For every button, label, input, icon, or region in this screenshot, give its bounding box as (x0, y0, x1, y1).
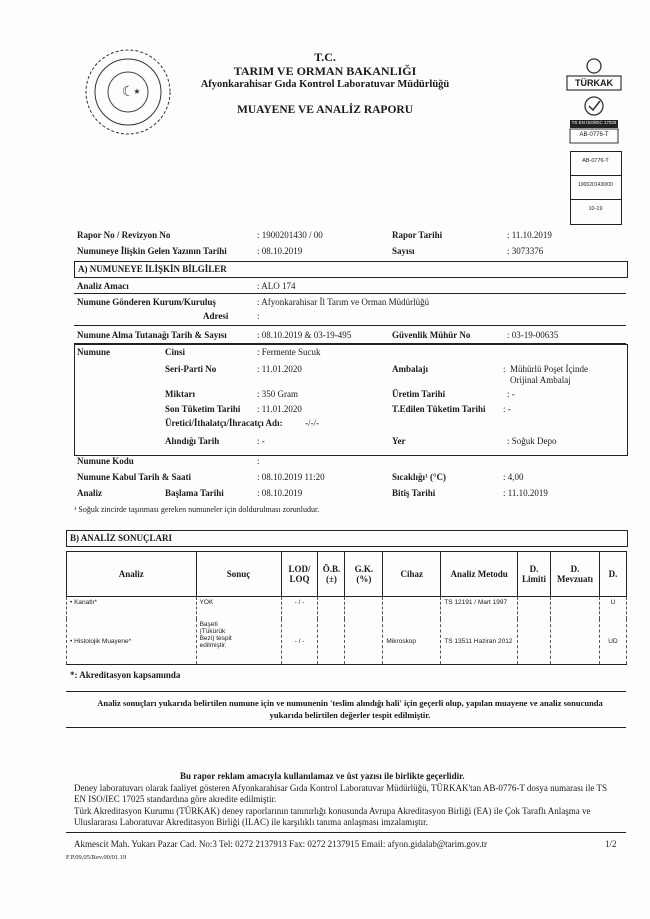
cell-cihaz: Mikroskop (383, 619, 441, 665)
uretici: -/-/- (305, 418, 319, 428)
baslama-label: Başlama Tarihi (165, 488, 224, 498)
miktari-label: Miktarı (165, 389, 195, 399)
tutanak-label: Numune Alma Tutanağı Tarih & Sayısı (77, 330, 227, 340)
turkak-box2: 1900201430/00 (578, 182, 613, 188)
section-a-title: A) NUMUNEYE İLİŞKİN BİLGİLER (78, 264, 227, 274)
ministry-logo (84, 48, 172, 136)
cell-d: U (599, 597, 626, 619)
header-tc: T.C. (314, 50, 336, 64)
kabul-label: Numune Kabul Tarih & Saati (77, 472, 192, 482)
validity-statement: Analiz sonuçları yukarıda belirtilen numune için ve numunenin 'teslim alındığı hali' için geçerli olup, yapılan muayene ve analiz sonucunda yukarıda belirtilen değerler tespit edilmiştir. (97, 698, 603, 720)
yer-label: Yer (392, 436, 406, 446)
header-lod: LOD/ LOQ (281, 552, 318, 597)
svg-text:☾: ☾ (121, 85, 135, 100)
table-row (67, 597, 627, 619)
header-metot: Analiz Metodu (441, 552, 518, 597)
cell-sonuc: Başeti (Tükürük Bezi) tespit edilmiştir. (196, 619, 281, 665)
adresi: : (257, 311, 260, 321)
yazi-tarihi: : 08.10.2019 (257, 246, 303, 256)
sayisi: : 3073376 (507, 246, 544, 256)
rapor-no-label: Rapor No / Revizyon No (77, 230, 171, 240)
edilen-label: T.Edilen Tüketim Tarihi (392, 404, 486, 414)
cell-gk (345, 619, 383, 665)
tutanak: : 08.10.2019 & 03-19-495 (257, 330, 352, 340)
adresi-label: Adresi (203, 311, 229, 321)
header-ministry: TARIM VE ORMAN BAKANLIĞI (233, 64, 417, 78)
accreditation-p1: Deney laboratuvarı olarak faaliyet gösteren Afyonkarahisar Gıda Kontrol Laboratuvar Müdürlüğü, TÜRKAK'tan AB-0776-T dosya numarası ile TS EN ISO/IEC 17025 standardına göre akredite edilmiştir. (74, 783, 607, 804)
uretim-label: Üretim Tarihi (392, 389, 446, 399)
cinsi: : Fermente Sucuk (257, 347, 321, 357)
cell-lod: - / - (281, 597, 318, 619)
guvenlik: : 03-19-00635 (507, 330, 559, 340)
kabul: : 08.10.2019 11:20 (257, 472, 325, 482)
header-cihaz: Cihaz (383, 552, 441, 597)
report-title: MUAYENE VE ANALİZ RAPORU (236, 104, 414, 116)
header-mevzuat: D. Mevzuatı (551, 552, 600, 597)
analiz-amaci: : ALO 174 (257, 281, 296, 291)
header-sonuc: Sonuç (196, 552, 281, 597)
sicaklik: : 4,00 (503, 472, 524, 482)
svg-text:★: ★ (133, 87, 141, 96)
baslama: : 08.10.2019 (257, 488, 303, 498)
address: Akmescit Mah. Yukarı Pazar Cad. No:3 Tel: 0272 2137913 Fax: 0272 2137915 Email: afyon.gidalab@tarim.gov.tr (74, 839, 488, 849)
cell-lod: - / - (281, 619, 318, 665)
guvenlik-label: Güvenlik Mühür No (392, 330, 471, 340)
cell-gk (345, 597, 383, 619)
cell-metot: TS 13511 Haziran 2012 (441, 619, 518, 665)
edilen: : - (503, 404, 511, 414)
disclaimer: Bu rapor reklam amacıyla kullanılamaz ve üst yazısı ile birlikte geçerlidir. (180, 771, 465, 781)
miktari: : 350 Gram (257, 389, 298, 399)
gonderen: : Afyonkarahisar İl Tarım ve Orman Müdürlüğü (257, 297, 430, 307)
gonderen-label: Numune Gönderen Kurum/Kuruluş (77, 297, 216, 307)
accreditation-p2: Türk Akreditasyon Kurumu (TÜRKAK) deney raporlarının tanınırlığı konusunda Avrupa Akreditasyon Birliği (EA) ile Çok Taraflı Anlaşma ve Uluslararası Laboratuvar Akreditasyon Birliği (ILAC) ile karşılıklı tanıma anlaşması imzalamıştır. (74, 806, 591, 827)
accreditation-note: *: Akreditasyon kapsamında (70, 670, 181, 680)
seri: : 11.01.2020 (257, 364, 302, 374)
uretim: : - (507, 389, 515, 399)
numune-label: Numune (77, 347, 111, 357)
ambalaji-1: Mühürlü Poşet İçinde (510, 364, 588, 374)
ambalaji-colon: : (503, 364, 506, 374)
cell-analiz: • Kanatlı* (67, 597, 197, 619)
turkak-name: TÜRKAK (575, 78, 613, 88)
seri-label: Seri-Parti No (165, 364, 217, 374)
son-tuketim-label: Son Tüketim Tarihi (165, 404, 241, 414)
yazi-label: Numuneye İlişkin Gelen Yazının Tarihi (77, 246, 227, 256)
sicaklik-label: Sıcaklığı¹ (°C) (392, 472, 447, 482)
section-b-title: B) ANALİZ SONUÇLARI (70, 533, 173, 543)
rapor-tarihi: : 11.10.2019 (507, 230, 552, 240)
cinsi-label: Cinsi (165, 347, 186, 357)
rapor-no: : 1900201430 / 00 (257, 230, 323, 240)
ambalaji-2: Orijinal Ambalaj (510, 375, 571, 385)
sayisi-label: Sayısı (392, 246, 415, 256)
analiz-amaci-label: Analiz Amacı (77, 281, 129, 291)
cell-cihaz (383, 597, 441, 619)
rapor-tarihi-label: Rapor Tarihi (392, 230, 443, 240)
footnote: ¹ Soğuk zincirde taşınması gereken numuneler için doldurulması zorunludur. (74, 505, 320, 514)
header-limit: D. Limiti (518, 552, 551, 597)
results-table (66, 551, 627, 665)
bitis: : 11.10.2019 (503, 488, 548, 498)
turkak-standard: TS EN ISO/IEC 17025 (571, 120, 617, 125)
cell-analiz: • Histolojik Muayene* (67, 619, 197, 665)
cell-metot: TS 12191 / Mart 1997 (441, 597, 518, 619)
cell-limit (518, 619, 551, 665)
cell-mevzuat (551, 597, 600, 619)
kodu-label: Numune Kodu (77, 456, 134, 466)
bitis-label: Bitiş Tarihi (392, 488, 436, 498)
cell-d: UD (599, 619, 626, 665)
cell-limit (518, 597, 551, 619)
cell-sonuc: YOK (196, 597, 281, 619)
kodu: : (257, 456, 260, 466)
alindigi: : - (257, 436, 265, 446)
turkak-box3: 10-19 (588, 206, 603, 212)
header-lab: Afyonkarahisar Gıda Kontrol Laboratuvar Müdürlüğü (200, 79, 450, 90)
turkak-box1: AB-0776-T (582, 158, 609, 164)
son-tuketim: : 11.01.2020 (257, 404, 302, 414)
yer: : Soğuk Depo (507, 436, 557, 446)
form-code: F.P.09.05/Rev.00/01.19 (66, 854, 127, 861)
uretici-label: Üretici/İthalatçı/İhracatçı Adı: (165, 418, 283, 428)
table-row (67, 619, 627, 665)
cell-ob (318, 597, 345, 619)
analiz-label: Analiz (77, 488, 103, 498)
cell-ob (318, 619, 345, 665)
header-gk: G.K. (%) (345, 552, 383, 597)
cell-mevzuat (551, 619, 600, 665)
page-number: 1/2 (605, 839, 617, 849)
header-analiz: Analiz (67, 552, 197, 597)
turkak-code: AB-0776-T (579, 132, 609, 138)
header-d: D. (599, 552, 626, 597)
alindigi-label: Alındığı Tarih (165, 436, 220, 446)
ambalaji-label: Ambalajı (392, 364, 428, 374)
header-ob: Ö.B. (±) (318, 552, 345, 597)
